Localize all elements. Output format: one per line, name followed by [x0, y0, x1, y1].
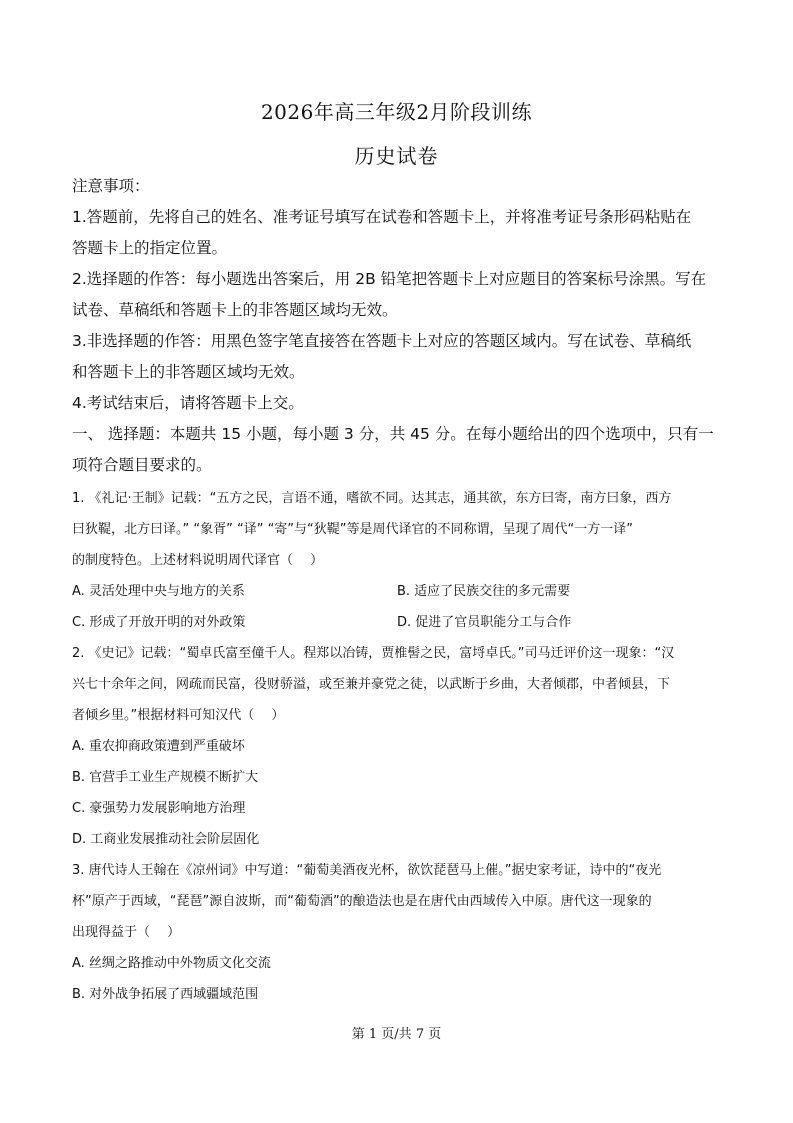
option-d: D. 工商业发展推动社会阶层固化 [72, 832, 260, 847]
option-d: D. 促进了官员职能分工与合作 [397, 615, 572, 630]
question-stem-line: 1. 《礼记·王制》记载：“五方之民，言语不通，嗜欲不同。达其志，通其欲，东方曰寄，南方曰象，西方 [72, 491, 672, 506]
notice-line: 3.非选择题的作答：用黑色签字笔直接答在答题卡上对应的答题区域内。写在试卷、草稿纸 [72, 332, 692, 350]
exam-subtitle: 历史试卷 [354, 144, 439, 168]
option-b: B. 官营手工业生产规模不断扩大 [72, 770, 259, 785]
notice-line: 2.选择题的作答：每小题选出答案后，用 2B 铅笔把答题卡上对应题目的答案标号涂黑。写在 [72, 270, 707, 288]
notice-line: 答题卡上的指定位置。 [72, 239, 228, 257]
section-heading: 一、 选择题：本题共 15 小题，每小题 3 分，共 45 分。在每小题给出的四个选项中，只有一 [72, 425, 714, 443]
option-c: C. 豪强势力发展影响地方治理 [72, 801, 246, 816]
questions-block [72, 483, 732, 1010]
option-a: A. 重农抑商政策遭到严重破坏 [72, 739, 245, 754]
option-b: B. 适应了民族交往的多元需要 [397, 584, 571, 599]
notice-line: 试卷、草稿纸和答题卡上的非答题区域均无效。 [72, 301, 398, 319]
option-b: B. 对外战争拓展了西域疆域范围 [72, 987, 259, 1002]
question-stem-line: 曰狄鞮，北方曰译。” “象胥” “译” “寄”与“狄鞮”等是周代译官的不同称谓，呈现了周代“一方一译” [72, 522, 633, 537]
question-stem-line: 2. 《史记》记载：“蜀卓氏富至僮千人。程郑以冶铸，贾椎髻之民，富埒卓氏。”司马迁评价这一现象：“汉 [72, 646, 675, 661]
option-c: C. 形成了开放开明的对外政策 [72, 615, 246, 630]
question-stem-line: 的制度特色。上述材料说明周代译官（ ） [72, 553, 324, 568]
notice-heading: 注意事项： [72, 177, 150, 195]
question-3 [72, 855, 732, 1010]
question-stem-line: 杯”原产于西域，“琵琶”源自波斯，而“葡萄酒”的酿造法也是在唐代由西域传入中原。唐代这一现象的 [72, 894, 652, 909]
page-number: 第 1 页/共 7 页 [351, 1027, 442, 1042]
question-1 [72, 483, 732, 638]
notice-block [72, 171, 732, 481]
question-2 [72, 638, 732, 855]
notice-line: 4.考试结束后，请将答题卡上交。 [72, 394, 304, 412]
section-heading: 项符合题目要求的。 [72, 456, 212, 474]
option-a: A. 丝绸之路推动中外物质文化交流 [72, 956, 271, 971]
option-row [72, 607, 732, 638]
option-row [72, 576, 732, 607]
question-stem-line: 3. 唐代诗人王翰在《凉州词》中写道：“葡萄美酒夜光杯，欲饮琵琶马上催。”据史家考证，诗中的“夜光 [72, 863, 662, 878]
option-a: A. 灵活处理中央与地方的关系 [72, 584, 245, 599]
question-stem-line: 兴七十余年之间，网疏而民富，役财骄溢，或至兼并豪党之徒，以武断于乡曲，大者倾郡，中者倾县，下 [72, 677, 671, 692]
question-stem-line: 者倾乡里。”根据材料可知汉代（ ） [72, 708, 285, 723]
exam-title: 2026年高三年级2月阶段训练 [260, 100, 533, 124]
question-stem-line: 出现得益于（ ） [72, 925, 181, 940]
notice-line: 1.答题前，先将自己的姓名、准考证号填写在试卷和答题卡上，并将准考证号条形码粘贴在 [72, 208, 692, 226]
notice-line: 和答题卡上的非答题区域均无效。 [72, 363, 305, 381]
